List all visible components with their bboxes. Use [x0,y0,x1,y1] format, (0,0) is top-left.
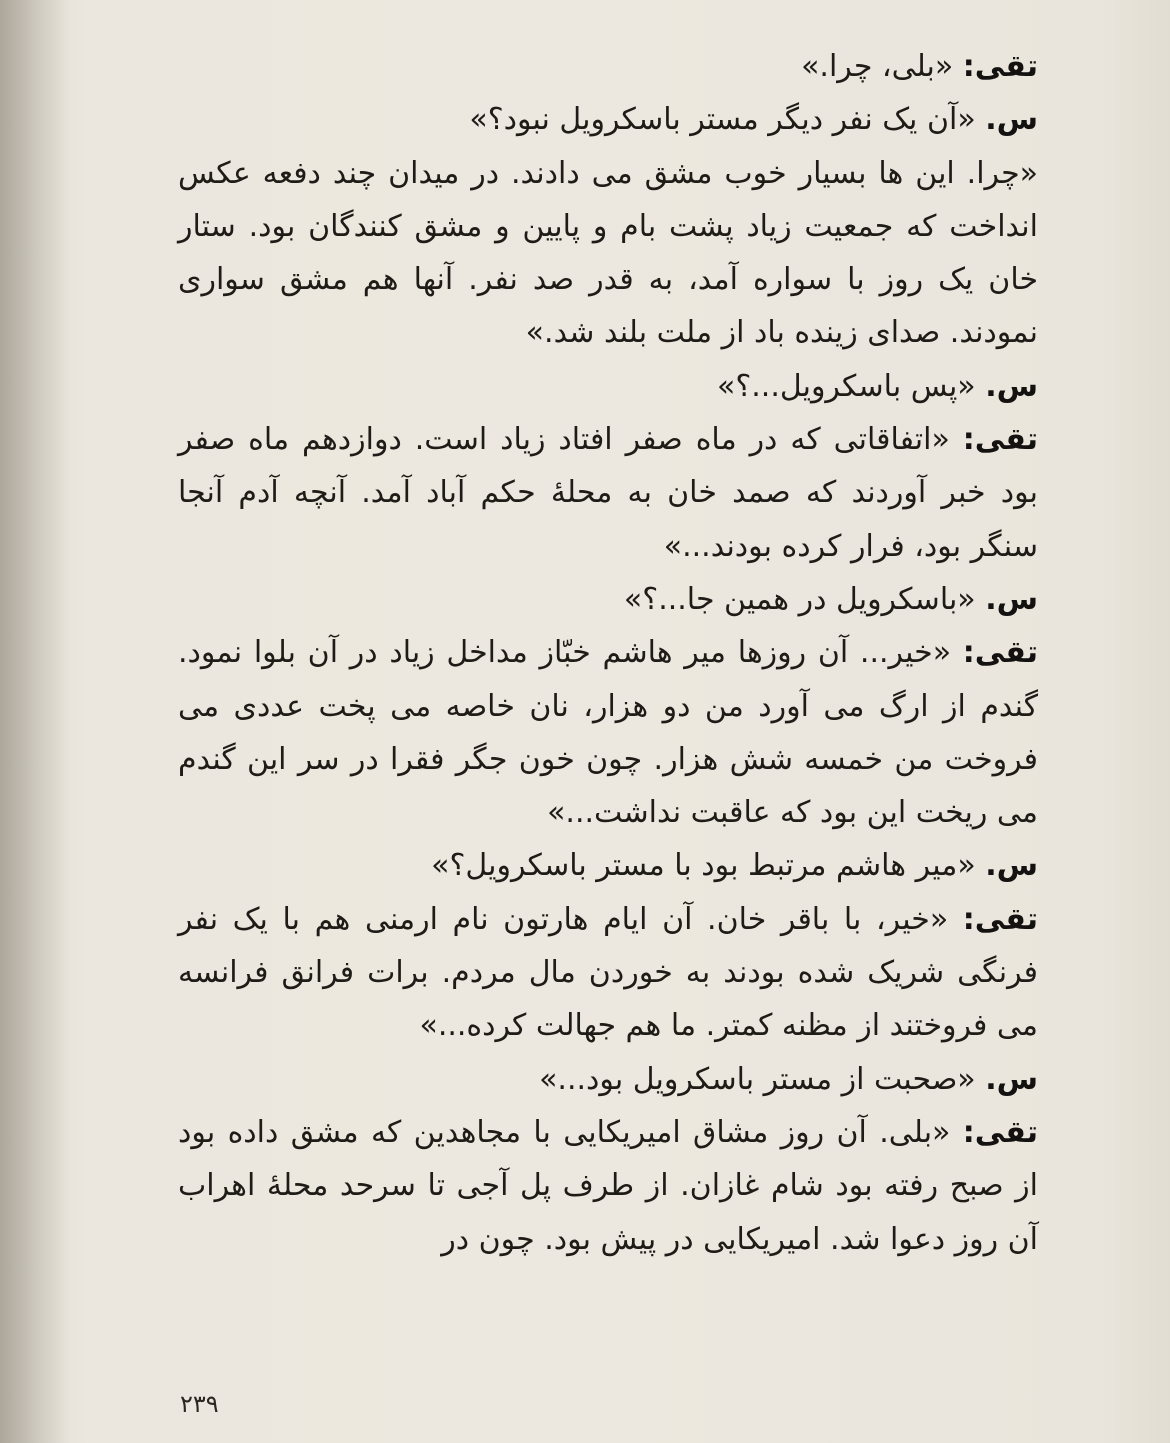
speaker-label: تقی: [962,635,1038,671]
paragraph-3 [178,147,1038,360]
paragraph-text: «پس باسکرویل...؟» [716,368,986,404]
paragraph-6 [178,573,1038,626]
paragraph-11 [178,1106,1038,1266]
paragraph-5 [178,413,1038,573]
paragraph-text: «بلی. آن روز مشاق امیریکایی با مجاهدین که مشق داده بود از صبح رفته بود شام غازان. از طرف پل آجی تا سرحد محلهٔ اهراب آن روز دعوا شد. امیریکایی در پیش بود. چون در [178,1114,1038,1257]
paragraph-text: «چرا. این ها بسیار خوب مشق می دادند. در میدان چند دفعه عکس انداخت که جمعیت زیاد پشت بام و پایین و مشق کنندگان بود. ستار خان یک روز با سواره آمد، به قدر صد نفر. آنها هم مشق سواری نمودند. صدای زینده باد از ملت بلند شد.» [178,155,1038,351]
speaker-label: س. [985,102,1038,138]
speaker-label: تقی: [962,49,1038,84]
speaker-label: س. [985,1061,1038,1097]
speaker-label: س. [985,581,1038,617]
speaker-label: تقی: [962,1114,1038,1150]
speaker-label: تقی: [962,422,1038,458]
paragraph-1 [178,40,1038,93]
paragraph-text: «بلی، چرا.» [801,49,963,84]
paragraph-7 [178,626,1038,839]
paragraph-4 [178,360,1038,413]
page-number: ۲۳۹ [180,1390,219,1418]
paragraph-text: «اتفاقاتی که در ماه صفر افتاد زیاد است. دوازدهم ماه صفر بود خبر آوردند که صمد خان به محلهٔ حکم آباد آمد. آنچه آدم آنجا سنگر بود، فرار کرده بودند...» [178,422,1038,564]
paragraph-9 [178,893,1038,1053]
book-gutter-shadow [0,0,70,1443]
paragraph-10 [178,1053,1038,1106]
page-body-text [178,40,1038,1266]
paragraph-text: «میر هاشم مرتبط بود با مستر باسکرویل؟» [431,848,986,884]
speaker-label: تقی: [962,901,1038,937]
paragraph-2 [178,93,1038,146]
paragraph-text: «خیر... آن روزها میر هاشم خبّاز مداخل زیاد در آن بلوا نمود. گندم از ارگ می آورد من دو هزار، نان خاصه می پخت عددی می فروخت من خمسه شش هزار. چون خون جگر فقرا در سر این گندم می ریخت این بود که عاقبت نداشت...» [178,635,1038,831]
paragraph-text: «آن یک نفر دیگر مستر باسکرویل نبود؟» [469,102,986,138]
speaker-label: س. [985,368,1038,404]
paragraph-text: «صحبت از مستر باسکرویل بود...» [539,1061,986,1097]
paragraph-text: «باسکرویل در همین جا...؟» [623,581,986,617]
paragraph-8 [178,839,1038,892]
paragraph-text: «خیر، با باقر خان. آن ایام هارتون نام ارمنی هم با یک نفر فرنگی شریک شده بودند به خوردن مال مردم. برات فرانق فرانسه می فروختند از مظنه کمتر. ما هم جهالت کرده...» [178,901,1038,1044]
speaker-label: س. [985,848,1038,884]
